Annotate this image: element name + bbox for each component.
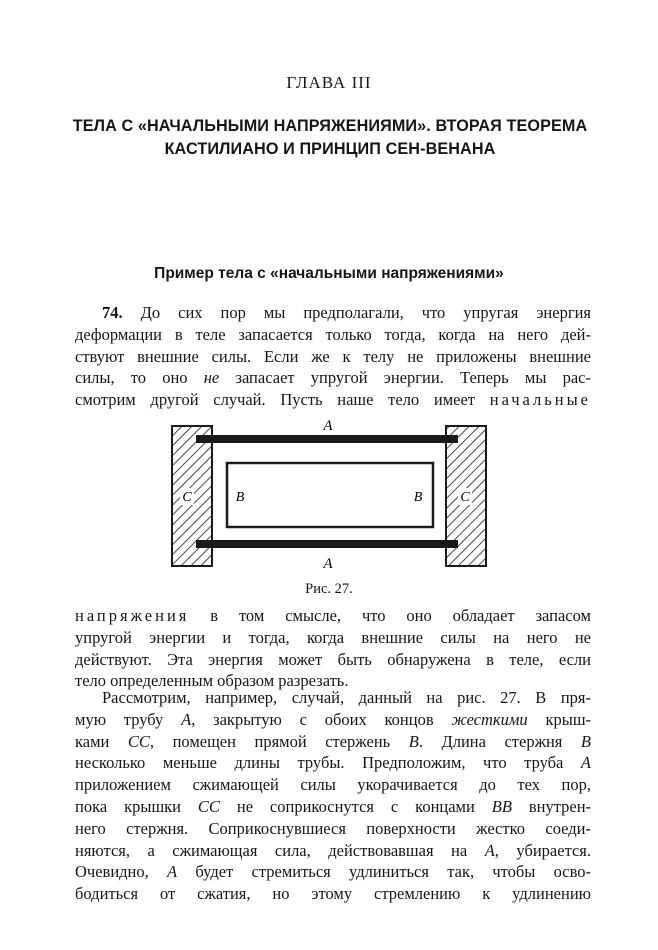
paragraph-example xyxy=(75,687,591,905)
text-span: запасает упругой энергии. Теперь мы рас- xyxy=(235,368,591,388)
label-c-left: C xyxy=(182,490,192,505)
label-b-left: B xyxy=(235,490,245,505)
figure-caption: Рис. 27. xyxy=(305,581,353,597)
text-span: будет стремиться удлиниться так, чтобы осво- xyxy=(195,862,592,882)
text-line xyxy=(75,796,591,818)
text-span: ками xyxy=(75,731,110,751)
text-span: смотрим другой случай. Пусть наше тело имеет xyxy=(75,390,476,410)
text-span: в том смысле, что оно обладает запасом xyxy=(210,606,591,625)
text-line: него стержня. Соприкоснувшиеся поверхности жестко соеди- xyxy=(75,818,591,838)
text-span: мую трубу xyxy=(75,709,164,729)
text-line xyxy=(75,861,591,883)
section-title: Пример тела с «начальными напряжениями» xyxy=(154,265,504,282)
italic-text: A xyxy=(580,753,592,773)
text-line xyxy=(75,752,591,774)
italic-text: не xyxy=(203,368,220,388)
chapter-title-line-2: КАСТИЛИАНО И ПРИНЦИП СЕН-ВЕНАНА xyxy=(164,140,496,158)
text-span: До сих пор мы предполагали, что упругая энергия xyxy=(140,303,592,322)
italic-text: B xyxy=(408,731,419,751)
italic-text: CC xyxy=(127,731,150,751)
text-line xyxy=(75,840,591,862)
text-line xyxy=(75,605,591,627)
text-span: , закрытую с обоих концов xyxy=(191,709,434,729)
spaced-text: напряжения xyxy=(75,606,190,625)
text-line: деформации в теле запасается только тогда, когда на него дей- xyxy=(75,324,591,344)
text-span: не соприкоснутся с концами xyxy=(236,796,475,816)
text-span: . Длина стержня xyxy=(418,731,563,751)
label-a-bottom: A xyxy=(323,556,333,572)
text-span: силы, то оно xyxy=(75,368,188,388)
italic-text: A xyxy=(181,709,192,729)
text-line xyxy=(75,367,591,389)
text-line: действуют. Эта энергия может быть обнаружена в теле, если xyxy=(75,649,591,669)
label-b-right: B xyxy=(413,490,423,505)
text-span: несколько меньше длины трубы. Предположим, что труба xyxy=(75,753,564,773)
italic-text: жесткими xyxy=(451,709,528,729)
chapter-title xyxy=(60,115,600,161)
text-span: , убирается. xyxy=(494,840,592,860)
text-line: приложением сжимающей силы укорачивается до тех пор, xyxy=(75,775,591,795)
spaced-text: начальные xyxy=(489,390,592,410)
text-line xyxy=(75,709,591,731)
text-span: Очевидно, xyxy=(75,862,149,882)
text-line: тело определенным образом разрезать. xyxy=(75,671,349,691)
text-span: внутрен- xyxy=(528,796,592,816)
label-c-right: C xyxy=(460,490,470,505)
text-line xyxy=(75,302,591,324)
italic-text: A xyxy=(484,840,495,860)
chapter-heading: ГЛАВА III xyxy=(286,73,372,92)
text-span: няются, а сжимающая сила, действовавшая на xyxy=(75,840,468,860)
text-span: , помещен прямой стержень xyxy=(149,731,391,751)
chapter-title-line-1: ТЕЛА С «НАЧАЛЬНЫМИ НАПРЯЖЕНИЯМИ». ВТОРАЯ ТЕОРЕМА xyxy=(72,117,588,135)
text-span: пока крышки xyxy=(75,796,181,816)
text-line xyxy=(75,389,591,411)
tube-a-top-wall xyxy=(196,435,458,443)
text-span: крыш- xyxy=(545,709,592,729)
text-line xyxy=(75,731,591,753)
figure-27-diagram xyxy=(160,418,500,578)
italic-text: CC xyxy=(197,796,220,816)
text-line: упругой энергии и тогда, когда внешние силы на него не xyxy=(75,627,591,647)
italic-text: BB xyxy=(491,796,512,816)
text-line: Рассмотрим, например, случай, данный на рис. 27. В пря- xyxy=(102,688,591,707)
paragraph-number: 74. xyxy=(102,303,123,322)
paragraph-74 xyxy=(75,302,591,411)
text-line: ствуют внешние силы. Если же к телу не приложены внешние xyxy=(75,346,591,366)
tube-a-bottom-wall xyxy=(196,540,458,548)
italic-text: B xyxy=(580,731,592,751)
paragraph-continued xyxy=(75,605,591,692)
text-line: бодиться от сжатия, но этому стремлению к удлинению xyxy=(75,884,591,904)
label-a-top: A xyxy=(323,418,333,434)
rod-b xyxy=(227,463,433,527)
italic-text: A xyxy=(167,862,178,882)
